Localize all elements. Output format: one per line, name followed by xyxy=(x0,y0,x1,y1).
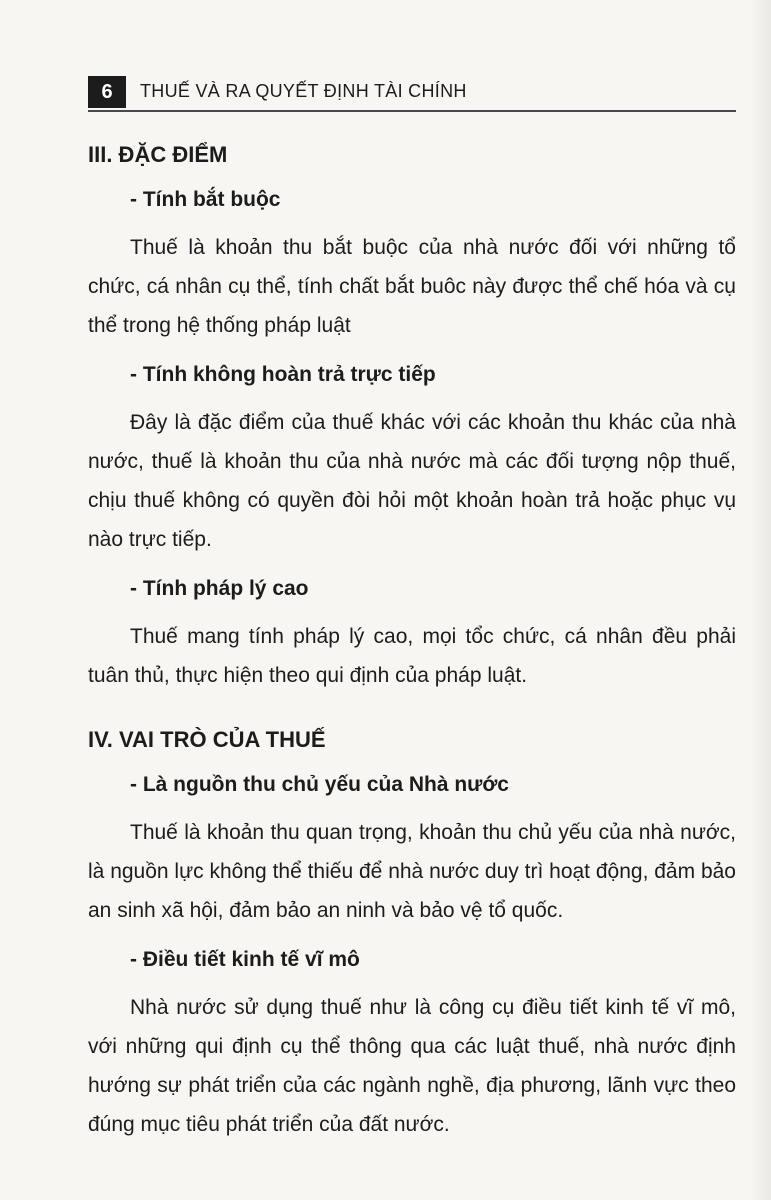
running-header xyxy=(88,74,736,112)
subheading-nguon-thu: - Là nguồn thu chủ yếu của Nhà nước xyxy=(130,773,509,796)
subheading-phap-ly-cao: - Tính pháp lý cao xyxy=(130,577,309,600)
page-number: 6 xyxy=(88,76,126,108)
paragraph-nguon-thu: Thuế là khoản thu quan trọng, khoản thu chủ yếu của nhà nước, là nguồn lực không thể thiếu để nhà nước duy trì hoạt động, đảm bảo an sinh xã hội, đảm bảo an ninh và bảo vệ tổ quốc. xyxy=(88,821,736,922)
paragraph-tinh-bat-buoc: Thuế là khoản thu bắt buộc của nhà nước đối với những tổ chức, cá nhân cụ thể, tính chất bắt buôc này được thể chế hóa và cụ thể trong hệ thống pháp luật xyxy=(88,236,736,337)
page-edge-shadow xyxy=(749,0,771,1200)
subheading-tinh-bat-buoc: - Tính bắt buộc xyxy=(130,188,281,211)
subheading-dieu-tiet: - Điều tiết kinh tế vĩ mô xyxy=(130,948,360,971)
paragraph-phap-ly-cao: Thuế mang tính pháp lý cao, mọi tổc chức, cá nhân đều phải tuân thủ, thực hiện theo qui định của pháp luật. xyxy=(88,625,736,687)
page-content xyxy=(88,136,736,1144)
section-heading-vai-tro: IV. VAI TRÒ CỦA THUẾ xyxy=(88,727,326,752)
paragraph-khong-hoan-tra: Đây là đặc điểm của thuế khác với các khoản thu khác của nhà nước, thuế là khoản thu của nhà nước mà các đối tượng nộp thuế, chịu thuế không có quyền đòi hỏi một khoản hoàn trả hoặc phục vụ nào trực tiếp. xyxy=(88,411,736,551)
section-heading-dac-diem: III. ĐẶC ĐIỂM xyxy=(88,142,228,167)
running-title: THUẾ VÀ RA QUYẾT ĐỊNH TÀI CHÍNH xyxy=(140,81,467,101)
paragraph-dieu-tiet: Nhà nước sử dụng thuế như là công cụ điều tiết kinh tế vĩ mô, với những qui định cụ thể thông qua các luật thuế, nhà nước định hướng sự phát triển của các ngành nghề, địa phương, lãnh vực theo đúng mục tiêu phát triển của đất nước. xyxy=(88,996,736,1136)
subheading-khong-hoan-tra: - Tính không hoàn trả trực tiếp xyxy=(130,363,436,386)
